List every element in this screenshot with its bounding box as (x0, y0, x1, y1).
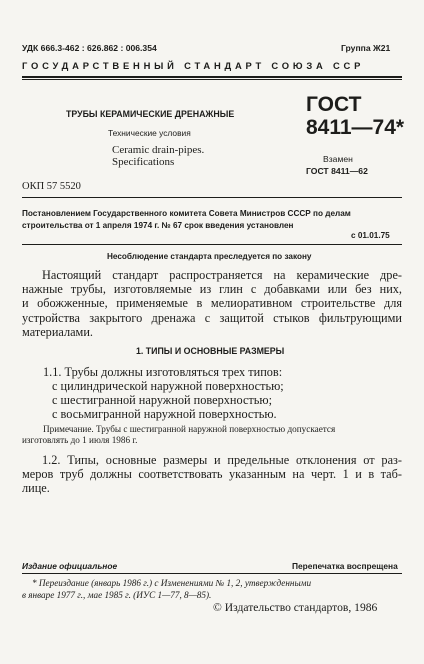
replaces-label: Взамен (323, 154, 353, 164)
decree-line-1: Постановлением Государственного комитета Совета Министров СССР по делам (22, 209, 351, 218)
official-edition: Издание официальное (22, 561, 118, 571)
english-title: Ceramic drain-pipes. (112, 144, 205, 156)
gost-number: 8411—74* (306, 116, 405, 139)
footnote-line-2: в январе 1977 г., мае 1985 г. (ИУС 1—77, 8—85). (22, 590, 212, 600)
intro-line: материалами. (22, 324, 93, 339)
header-rule-thick (22, 76, 402, 78)
intro-line: Настоящий стандарт распространяется на керамические дре- (42, 268, 402, 282)
replaces-value: ГОСТ 8411—62 (306, 166, 368, 176)
clause-1-2 (22, 453, 402, 496)
decree-line-2: строительства от 1 апреля 1974 г. № 67 срок введения установлен (22, 221, 294, 230)
type-item: с восьмигранной наружной поверхностью. (52, 407, 277, 421)
header-rule-thin (22, 79, 402, 80)
note-line-2: изготовлять до 1 июля 1986 г. (22, 435, 138, 445)
decree-date-rule (22, 244, 402, 245)
document-title: ТРУБЫ КЕРАМИЧЕСКИЕ ДРЕНАЖНЫЕ (66, 109, 235, 119)
publisher-copyright: © Издательство стандартов, 1986 (213, 601, 378, 614)
note-line-1: Примечание. Трубы с шестигранной наружной поверхностью допускается (43, 424, 336, 434)
legal-warning: Несоблюдение стандарта преследуется по закону (107, 252, 312, 261)
udk-code: УДК 666.3-462 : 626.862 : 006.354 (22, 43, 157, 53)
gost-label: ГОСТ (306, 93, 362, 116)
title-block-rule (22, 197, 402, 198)
intro-line: нажные трубы, изготовляемые из глин с добавками или без них, (22, 282, 402, 297)
clause-1-2-line: лице. (22, 481, 50, 496)
intro-line: устройства закрытого дренажа с защитой стыков фильтрующими (22, 310, 402, 325)
document-subtitle: Технические условия (108, 128, 191, 138)
clause-1-2-line: меров труб должны соответствовать указанным на черт. 1 и в таб- (22, 467, 402, 482)
english-subtitle: Specifications (112, 156, 175, 168)
type-item: с шестигранной наружной поверхностью; (52, 393, 272, 407)
group-code: Группа Ж21 (341, 43, 391, 53)
type-item: с цилиндрической наружной поверхностью; (52, 379, 284, 393)
intro-line: и обожженные, применяемые в мелиоративном строительстве для (22, 296, 402, 311)
footer-rule (22, 573, 402, 574)
section-heading: 1. ТИПЫ И ОСНОВНЫЕ РАЗМЕРЫ (136, 346, 285, 356)
intro-paragraph (22, 268, 402, 339)
footnote-line-1: * Переиздание (январь 1986 г.) с Изменениями № 1, 2, утвержденными (32, 578, 312, 588)
state-standard-banner: ГОСУДАРСТВЕННЫЙ СТАНДАРТ СОЮЗА ССР (22, 60, 365, 71)
clause-1-2-line: 1.2. Типы, основные размеры и предельные отклонения от раз- (42, 453, 402, 467)
decree-date: с 01.01.75 (351, 231, 390, 240)
okp-code: ОКП 57 5520 (22, 181, 81, 192)
reprint-prohibited: Перепечатка воспрещена (292, 561, 398, 571)
clause-1-1: 1.1. Трубы должны изготовляться трех типов: (43, 365, 283, 379)
